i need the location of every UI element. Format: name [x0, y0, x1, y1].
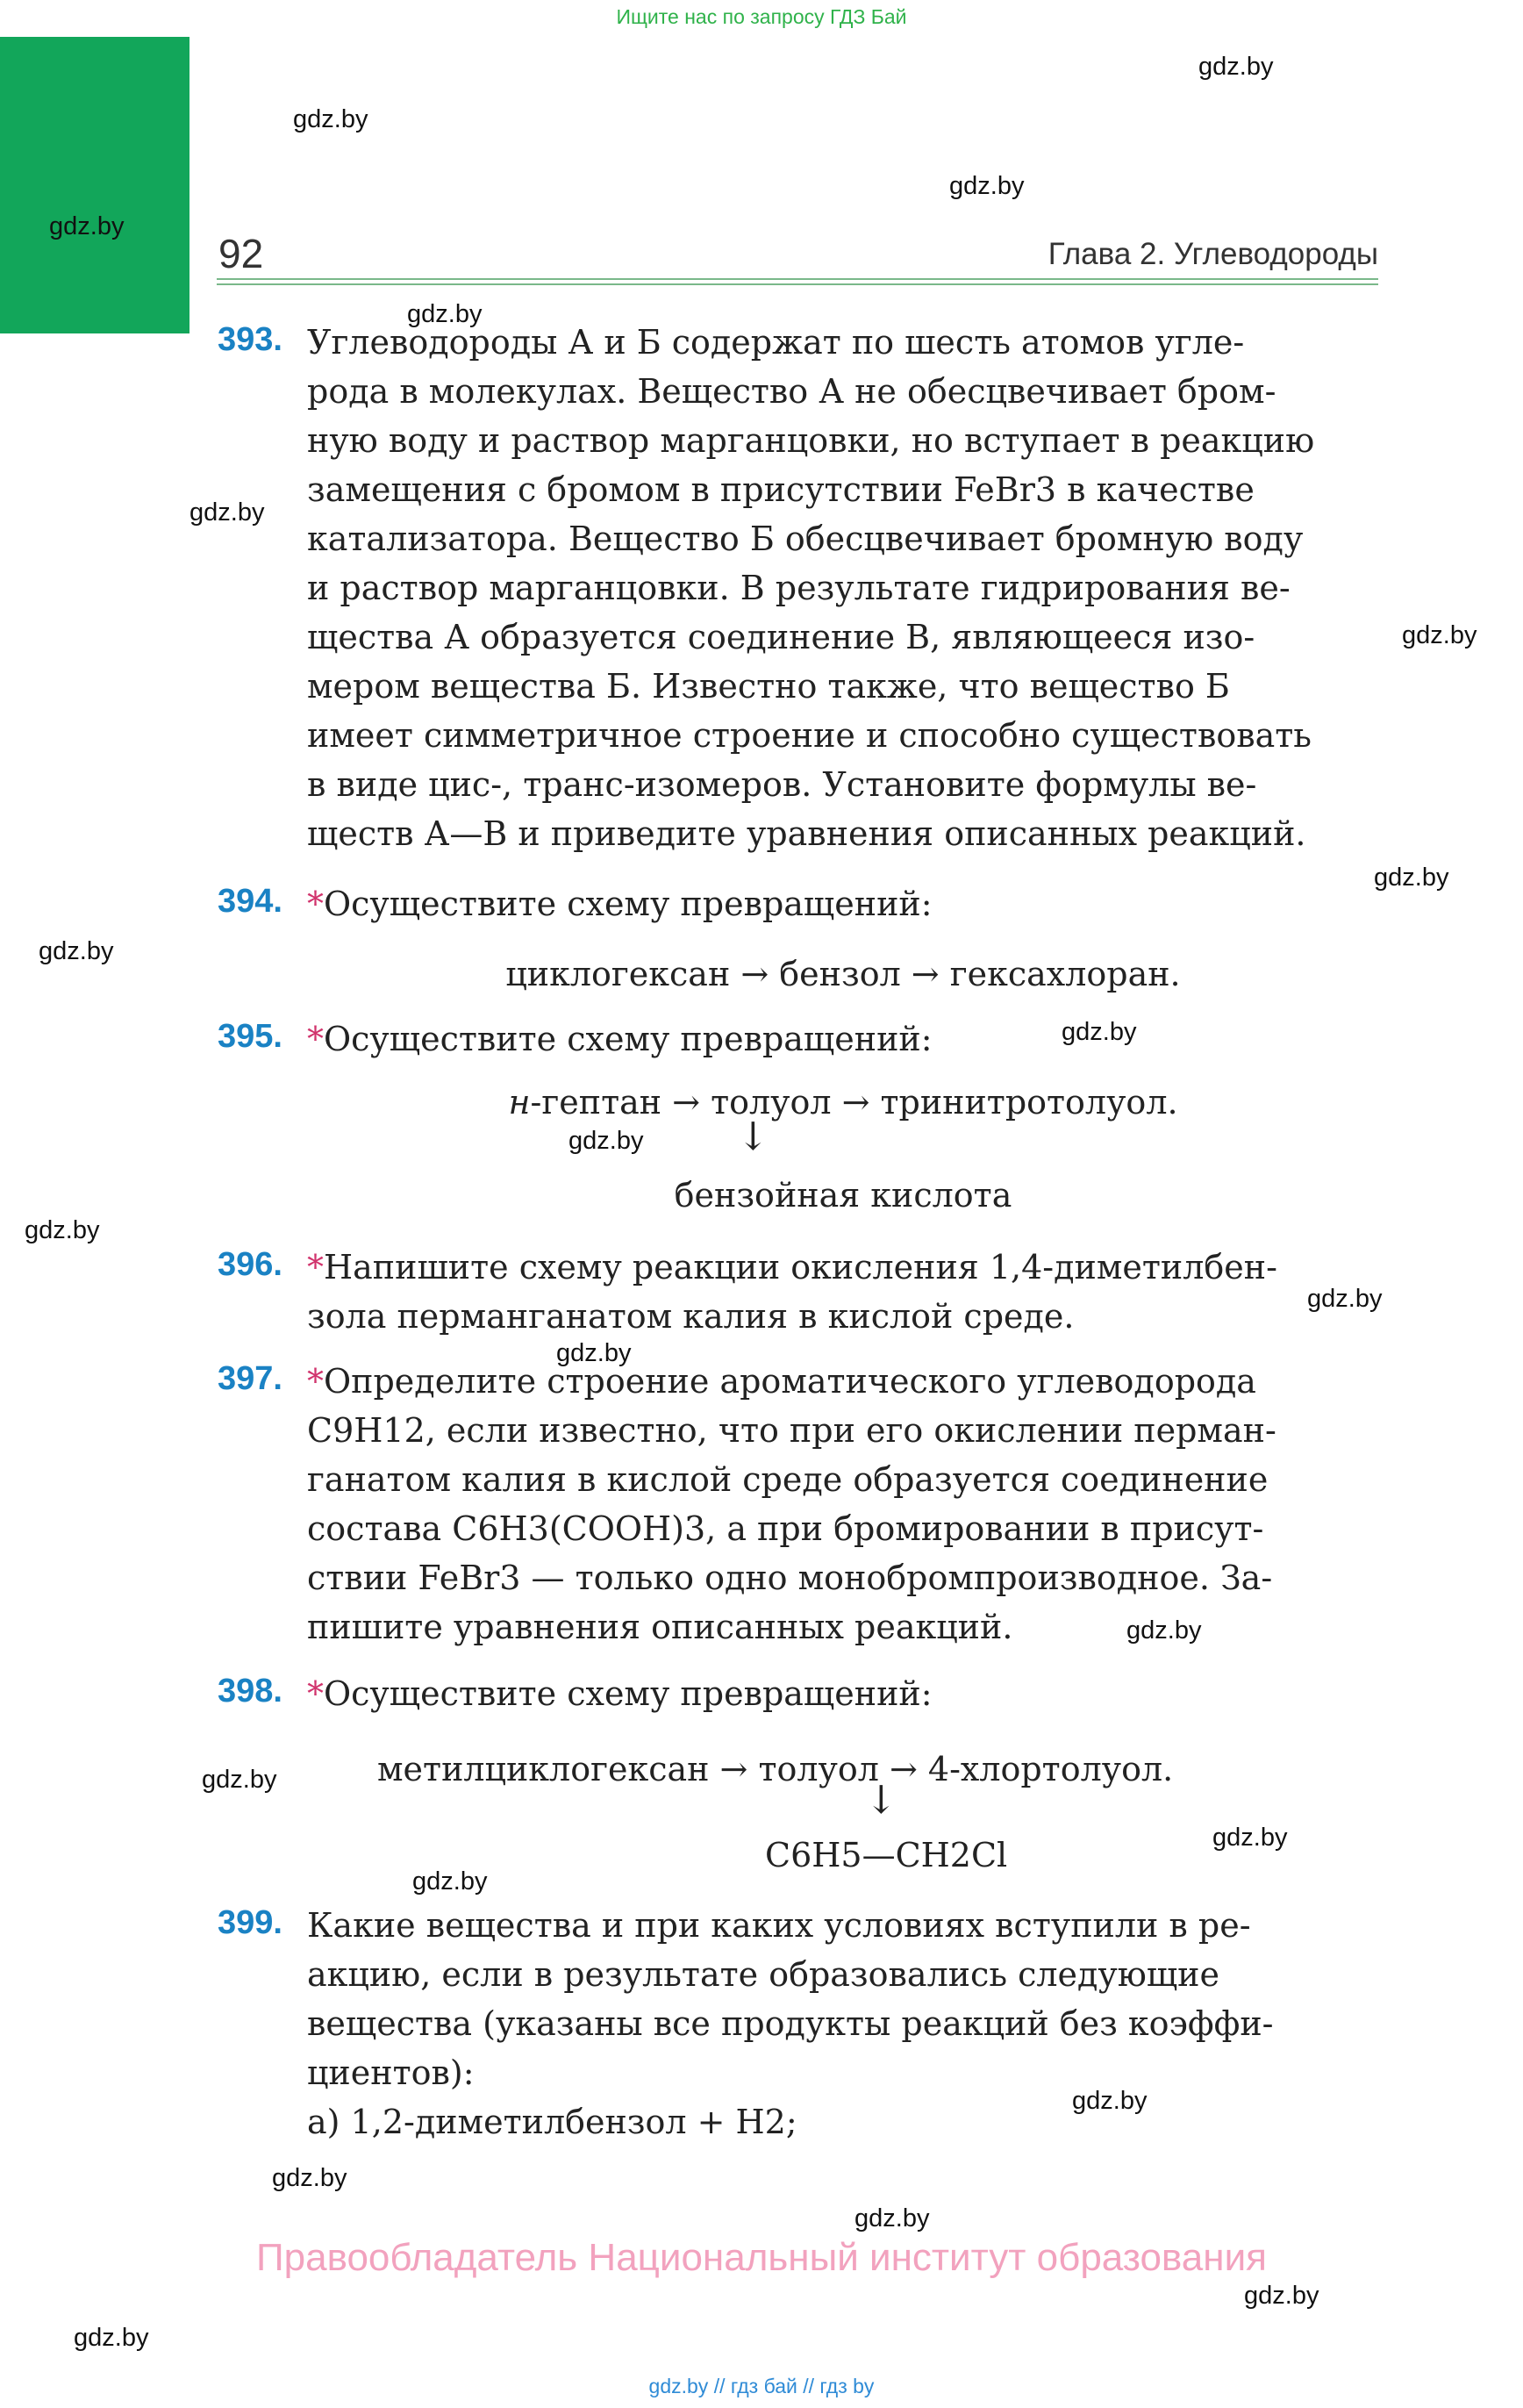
- watermark: gdz.by: [189, 498, 265, 527]
- page-number: 92: [218, 231, 264, 276]
- problem-394-text: [307, 879, 1379, 928]
- problem-398-text: [307, 1669, 1379, 1718]
- item-a: а) 1,2-диметилбензол + H2;: [307, 2103, 797, 2141]
- watermark: gdz.by: [412, 1867, 488, 1896]
- text-line: зола перманганатом калия в кислой среде.: [307, 1297, 1075, 1336]
- problem-number: 399.: [218, 1904, 282, 1941]
- watermark: gdz.by: [1126, 1616, 1202, 1645]
- text-line: вещества (указаны все продукты реакций без коэффи-: [307, 2004, 1274, 2043]
- problem-393-text: [307, 318, 1379, 858]
- text-line: ществ А—В и приведите уравнения описанных реакций.: [307, 814, 1306, 853]
- text-line: *Определите строение ароматического углеводорода: [307, 1362, 1256, 1401]
- problem-399-text: [307, 1901, 1379, 2146]
- watermark: gdz.by: [1307, 1285, 1383, 1313]
- scheme-395: [307, 1078, 1379, 1127]
- watermark: gdz.by: [39, 937, 114, 965]
- text-line: состава C6H3(COOH)3, а при бромировании в присут-: [307, 1509, 1264, 1548]
- text-line: акцию, если в результате образовались следующие: [307, 1955, 1219, 1994]
- problem-number: 398.: [218, 1673, 282, 1709]
- green-corner-block: [0, 37, 189, 333]
- scheme-394: циклогексан → бензол → гексахлоран.: [505, 955, 1181, 993]
- watermark: gdz.by: [568, 1127, 644, 1155]
- text-line: щества А образуется соединение В, являющееся изо-: [307, 618, 1255, 656]
- text-line: ствии FeBr3 — только одно монобромпроизводное. За-: [307, 1559, 1273, 1597]
- text-line: и раствор марганцовки. В результате гидрирования ве-: [307, 569, 1291, 607]
- watermark: gdz.by: [74, 2324, 149, 2352]
- watermark: gdz.by: [25, 1216, 100, 1244]
- watermark: gdz.by: [1374, 864, 1449, 892]
- top-banner[interactable]: Ищите нас по запросу ГДЗ Бай: [616, 5, 907, 28]
- text-line: Какие вещества и при каких условиях вступили в ре-: [307, 1906, 1251, 1945]
- text-line: Углеводороды А и Б содержат по шесть атомов угле-: [307, 323, 1245, 362]
- star-marker: *: [307, 885, 324, 923]
- watermark: gdz.by: [293, 105, 368, 133]
- scheme-prefix: н: [508, 1083, 531, 1122]
- watermark: gdz.by: [1244, 2282, 1319, 2310]
- problem-text: Осуществите схему превращений:: [324, 885, 933, 923]
- watermark: gdz.by: [1212, 1824, 1288, 1852]
- bottom-links[interactable]: gdz.by // гдз бай // гдз by: [648, 2375, 875, 2397]
- text-line: мером вещества Б. Известно также, что вещество Б: [307, 667, 1230, 706]
- watermark: gdz.by: [1198, 53, 1274, 81]
- problem-number: 394.: [218, 883, 282, 920]
- text-line: C9H12, если известно, что при его окислении перман-: [307, 1411, 1276, 1450]
- text-line: циентов):: [307, 2053, 475, 2092]
- down-arrow-icon: ↓: [865, 1778, 897, 1823]
- problem-text: Осуществите схему превращений:: [324, 1020, 933, 1058]
- watermark: gdz.by: [272, 2164, 347, 2192]
- text-line: катализатора. Вещество Б обесцвечивает бромную воду: [307, 520, 1304, 558]
- scheme-text: -гептан → толуол → тринитротолуол.: [530, 1083, 1178, 1122]
- star-marker: *: [307, 1674, 324, 1713]
- problem-number: 393.: [218, 321, 282, 358]
- text-line: ганатом калия в кислой среде образуется соединение: [307, 1460, 1269, 1499]
- watermark: gdz.by: [854, 2204, 930, 2232]
- text-line: ную воду и раствор марганцовки, но вступает в реакцию: [307, 421, 1315, 460]
- watermark: gdz.by: [1062, 1018, 1137, 1046]
- rights-holder-line: Правообладатель Национальный институт образования: [256, 2236, 1267, 2279]
- watermark: gdz.by: [202, 1766, 277, 1794]
- scheme-395-branch: бензойная кислота: [674, 1176, 1012, 1215]
- problem-number: 395.: [218, 1018, 282, 1055]
- text-line: в виде цис-, транс-изомеров. Установите формулы ве-: [307, 765, 1257, 804]
- formula-398: C6H5—CH2Cl: [765, 1836, 1008, 1874]
- header-rule: [217, 278, 1378, 285]
- down-arrow-icon: ↓: [737, 1114, 769, 1159]
- text-line: рода в молекулах. Вещество А не обесцвечивает бром-: [307, 372, 1276, 411]
- problem-number: 397.: [218, 1360, 282, 1397]
- watermark: gdz.by: [556, 1339, 632, 1367]
- text-line: *Напишите схему реакции окисления 1,4-диметилбен-: [307, 1248, 1277, 1286]
- problem-text: Осуществите схему превращений:: [324, 1674, 933, 1713]
- problem-397-text: [307, 1357, 1379, 1652]
- text-line: имеет симметричное строение и способно существовать: [307, 716, 1312, 755]
- watermark: gdz.by: [49, 212, 125, 240]
- problem-395-text: [307, 1014, 1379, 1064]
- text-line: пишите уравнения описанных реакций.: [307, 1608, 1013, 1646]
- star-marker: *: [307, 1020, 324, 1058]
- watermark: gdz.by: [1072, 2087, 1148, 2115]
- text-line: замещения с бромом в присутствии FeBr3 в качестве: [307, 470, 1255, 509]
- scheme-398: метилциклогексан → толуол → 4-хлортолуол.: [377, 1750, 1174, 1788]
- problem-396-text: [307, 1243, 1379, 1341]
- watermark: gdz.by: [949, 172, 1025, 200]
- watermark: gdz.by: [407, 300, 483, 328]
- watermark: gdz.by: [1402, 621, 1477, 649]
- problem-number: 396.: [218, 1246, 282, 1283]
- chapter-title: Глава 2. Углеводороды: [1048, 237, 1378, 271]
